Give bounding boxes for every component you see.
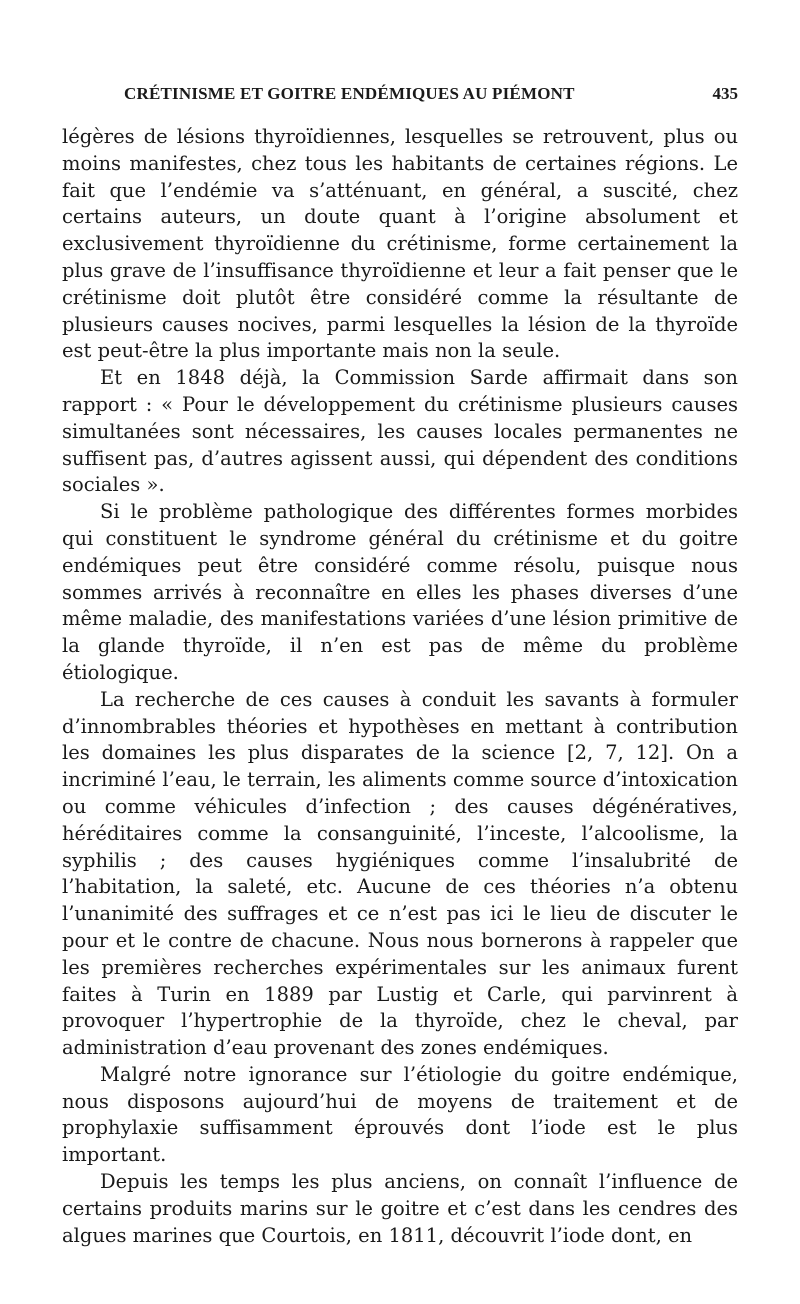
paragraph-research-causes: La recherche de ces causes à conduit les savants à formuler d’innombrables théories et hypothèses en mettant à contribution les domaines les plus disparates de la science [2, 7, 12]. On a incriminé l’eau, le terrain, les aliments comme source d’intoxication ou comme véhicules d’infection ; des causes dégénératives, héréditaires comme la consanguinité, l’inceste, l’alcoolisme, la syphilis ; des causes hygiéniques comme l’insalubrité de l’habitation, la saleté, etc. Aucune de ces théories n’a obtenu l’unanimité des suffrages et ce n’est pas ici le lieu de discuter le pour et le contre de chacune. Nous nous bornerons à rappeler que les premières recherches expérimentales sur les animaux furent faites à Turin en 1889 par Lustig et Carle, qui parvinrent à provoquer l’hypertrophie de la thyroïde, chez le cheval, par administration d’eau provenant des zones endémiques. xyxy=(62,687,738,1060)
page-number: 435 xyxy=(712,84,738,103)
body-text xyxy=(62,124,738,1249)
running-title: CRÉTINISME ET GOITRE ENDÉMIQUES AU PIÉMONT xyxy=(124,84,575,103)
document-page xyxy=(62,84,738,1249)
paragraph-continuation: légères de lésions thyroïdiennes, lesquelles se retrouvent, plus ou moins manifestes, chez tous les habitants de certaines régions. Le fait que l’endémie va s’atténuant, en général, a suscité, chez certains auteurs, un doute quant à l’origine absolument et exclusivement thyroïdienne du crétinisme, forme certainement la plus grave de l’insuffisance thyroïdienne et leur a fait penser que le crétinisme doit plutôt être considéré comme la résultante de plusieurs causes nocives, parmi lesquelles la lésion de la thyroïde est peut-être la plus importante mais non la seule. xyxy=(62,125,738,363)
paragraph-treatment: Malgré notre ignorance sur l’étiologie du goitre endémique, nous disposons aujourd’hui de moyens de traitement et de prophylaxie suffisamment éprouvés dont l’iode est le plus important. xyxy=(62,1062,738,1167)
paragraph-commission-sarde: Et en 1848 déjà, la Commission Sarde affirmait dans son rapport : « Pour le développement du crétinisme plusieurs causes simultanées sont nécessaires, les causes locales permanentes ne suffisent pas, d’autres agissent aussi, qui dépendent des conditions sociales ». xyxy=(62,366,738,497)
running-header xyxy=(62,84,738,118)
paragraph-pathological-problem: Si le problème pathologique des différentes formes morbides qui constituent le syndrome général du crétinisme et du goitre endémiques peut être considéré comme résolu, puisque nous sommes arrivés à reconnaître en elles les phases diverses d’une même maladie, des manifestations variées d’une lésion primitive de la glande thyroïde, il n’en est pas de même du problème étiologique. xyxy=(62,500,738,684)
paragraph-iodine-history: Depuis les temps les plus anciens, on connaît l’influence de certains produits marins sur le goitre et c’est dans les cendres des algues marines que Courtois, en 1811, découvrit l’iode dont, en xyxy=(62,1170,738,1247)
